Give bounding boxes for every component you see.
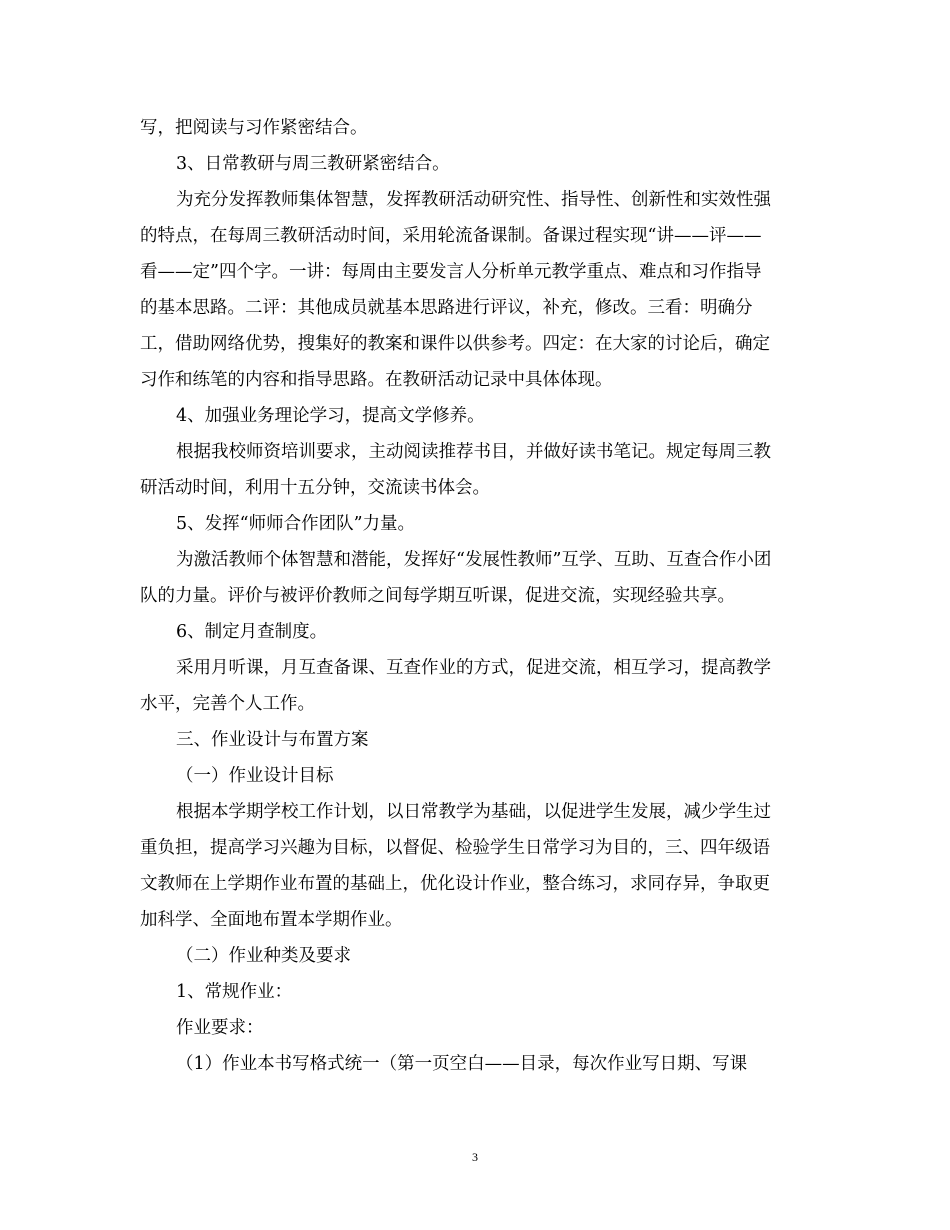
text-line: 队的力量。评价与被评价教师之间每学期互听课，促进交流，实现经验共享。 xyxy=(140,586,735,606)
text-line: 6、制定月查制度。 xyxy=(176,622,328,642)
text-line: 水平，完善个人工作。 xyxy=(140,694,315,714)
text-line: 的基本思路。二评：其他成员就基本思路进行评议，补充，修改。三看：明确分 xyxy=(140,298,753,318)
subsection-heading: （一）作业设计目标 xyxy=(176,766,334,786)
text-line: （1）作业本书写格式统一（第一页空白——目录，每次作业写日期、写课 xyxy=(176,1054,748,1074)
text-line: 研活动时间，利用十五分钟，交流读书体会。 xyxy=(140,478,490,498)
text-line: 加科学、全面地布置本学期作业。 xyxy=(140,910,403,930)
text-line: 习作和练笔的内容和指导思路。在教研活动记录中具体体现。 xyxy=(140,370,613,390)
subsection-heading: （二）作业种类及要求 xyxy=(176,946,351,966)
text-line: 为充分发挥教师集体智慧，发挥教研活动研究性、指导性、创新性和实效性强 xyxy=(176,190,771,210)
text-line: 工，借助网络优势，搜集好的教案和课件以供参考。四定：在大家的讨论后，确定 xyxy=(140,334,770,354)
text-line: 看——定”四个字。一讲：每周由主要发言人分析单元教学重点、难点和习作指导 xyxy=(140,262,762,282)
section-heading: 三、作业设计与布置方案 xyxy=(176,730,369,750)
text-line: 重负担，提高学习兴趣为目标，以督促、检验学生日常学习为目的，三、四年级语 xyxy=(140,838,770,858)
text-line: 3、日常教研与周三教研紧密结合。 xyxy=(176,154,450,174)
text-line: 1、常规作业： xyxy=(176,982,293,1002)
text-line: 采用月听课，月互查备课、互查作业的方式，促进交流，相互学习，提高教学 xyxy=(176,658,771,678)
text-line: 根据本学期学校工作计划，以日常教学为基础，以促进学生发展，减少学生过 xyxy=(176,802,771,822)
text-line: 的特点，在每周三教研活动时间，采用轮流备课制。备课过程实现“讲——评—— xyxy=(140,226,762,246)
text-line: 写，把阅读与习作紧密结合。 xyxy=(140,118,368,138)
text-line: 4、加强业务理论学习，提高文学修养。 xyxy=(176,406,485,426)
text-line: 文教师在上学期作业布置的基础上，优化设计作业，整合练习，求同存异，争取更 xyxy=(140,874,770,894)
page-number: 3 xyxy=(472,1150,478,1164)
text-line: 5、发挥“师师合作团队”力量。 xyxy=(176,514,416,534)
text-line: 作业要求： xyxy=(176,1018,264,1038)
text-line: 为激活教师个体智慧和潜能，发挥好“发展性教师”互学、互助、互查合作小团 xyxy=(176,550,772,570)
text-line: 根据我校师资培训要求，主动阅读推荐书目，并做好读书笔记。规定每周三教 xyxy=(176,442,771,462)
